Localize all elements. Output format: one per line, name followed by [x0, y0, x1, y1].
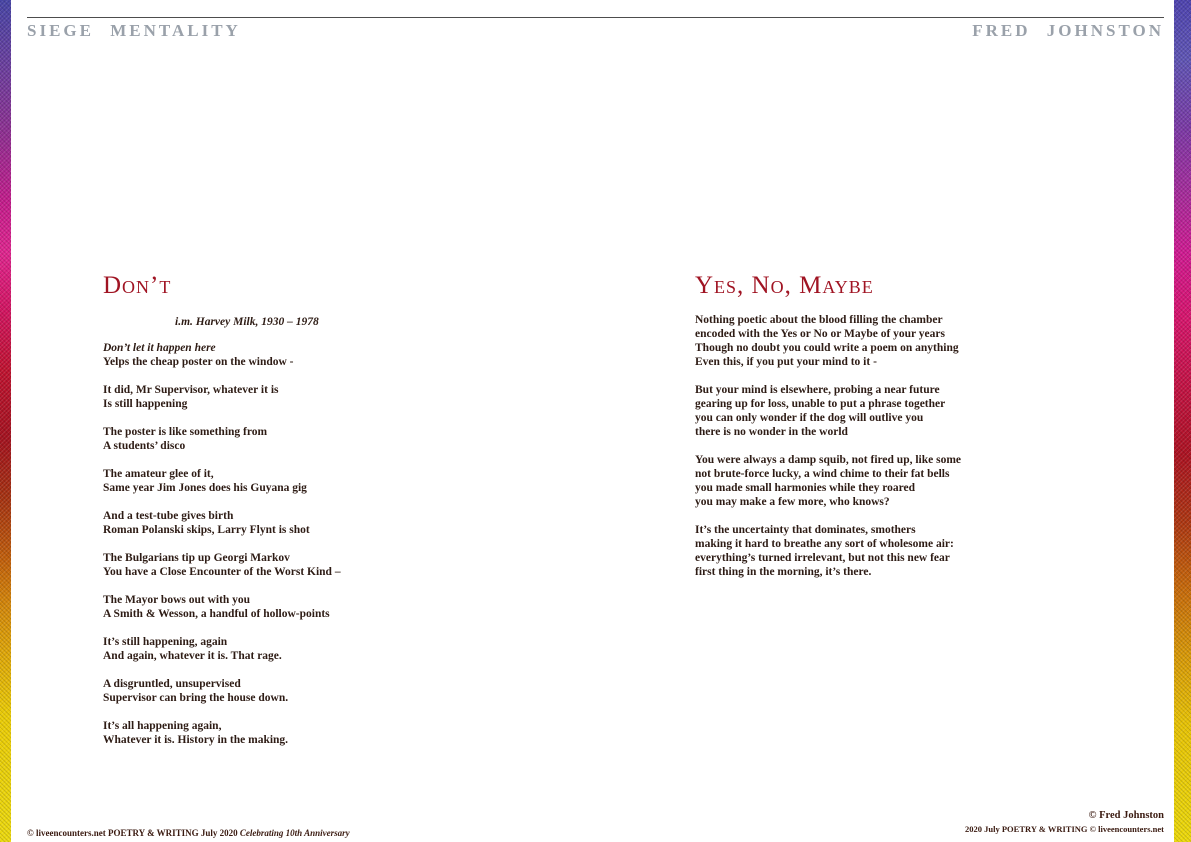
stanza: [695, 313, 1165, 369]
footer-left: [27, 827, 350, 839]
poem-line: Whatever it is. History in the making.: [103, 734, 289, 746]
poem-yes-no-maybe: [695, 273, 1165, 593]
stanza: [103, 719, 573, 747]
publication-title: SIEGE MENTALITY: [27, 21, 241, 40]
stanza: [103, 509, 573, 537]
poem-dont: [103, 273, 573, 761]
poem-title: Yes, No, Maybe: [695, 272, 874, 299]
poem-dedication: i.m. Harvey Milk, 1930 – 1978: [175, 316, 319, 328]
poem-body: [103, 341, 573, 747]
poem-line: there is no wonder in the world: [695, 426, 848, 438]
poem-line: first thing in the morning, it’s there.: [695, 566, 872, 578]
poem-line: Is still happening: [103, 398, 188, 410]
poem-line: you made small harmonies while they roared: [695, 482, 915, 494]
poem-line: Though no doubt you could write a poem on anything: [695, 342, 959, 354]
stanza: [695, 383, 1165, 439]
poem-line: A Smith & Wesson, a handful of hollow-points: [103, 608, 330, 620]
poem-line: you can only wonder if the dog will outlive you: [695, 412, 924, 424]
poem-line: It’s the uncertainty that dominates, smothers: [695, 524, 916, 536]
stanza: [103, 383, 573, 411]
poem-line: The Mayor bows out with you: [103, 594, 251, 606]
poem-line: gearing up for loss, unable to put a phrase together: [695, 398, 946, 410]
poem-line: The amateur glee of it,: [103, 468, 214, 480]
stanza: [103, 341, 573, 369]
footer-right: [965, 809, 1164, 836]
poem-line: Supervisor can bring the house down.: [103, 692, 289, 704]
stanza: [103, 425, 573, 453]
poem-line: And a test-tube gives birth: [103, 510, 234, 522]
poem-line: encoded with the Yes or No or Maybe of your years: [695, 328, 945, 340]
poem-line: not brute-force lucky, a wind chime to their fat bells: [695, 468, 950, 480]
poem-line: You were always a damp squib, not fired up, like some: [695, 454, 962, 466]
footer-publication-credit: 2020 July POETRY & WRITING © liveencounters.net: [965, 824, 1164, 834]
footer-left-text: © liveencounters.net POETRY & WRITING July 2020: [27, 828, 240, 838]
poem-line: making it hard to breathe any sort of wholesome air:: [695, 538, 954, 550]
poem-line: And again, whatever it is. That rage.: [103, 650, 282, 662]
poem-line: It did, Mr Supervisor, whatever it is: [103, 384, 279, 396]
stanza: [103, 551, 573, 579]
poem-line: Nothing poetic about the blood filling the chamber: [695, 314, 943, 326]
poem-line: you may make a few more, who knows?: [695, 496, 890, 508]
right-color-strip: [1174, 0, 1191, 842]
stanza: [103, 635, 573, 663]
poem-line: everything’s turned irrelevant, but not this new fear: [695, 552, 950, 564]
poem-body: [695, 313, 1165, 579]
left-color-strip: [0, 0, 11, 842]
poem-line: A disgruntled, unsupervised: [103, 678, 241, 690]
page-header: [27, 17, 1164, 41]
poem-title: Don’t: [103, 272, 172, 299]
poem-line: Same year Jim Jones does his Guyana gig: [103, 482, 307, 494]
poem-line: Even this, if you put your mind to it -: [695, 356, 877, 368]
stanza: [695, 453, 1165, 509]
poem-line: You have a Close Encounter of the Worst Kind –: [103, 566, 341, 578]
poem-line: A students’ disco: [103, 440, 186, 452]
stanza: [103, 467, 573, 495]
poem-line: Roman Polanski skips, Larry Flynt is shot: [103, 524, 310, 536]
stanza: [695, 523, 1165, 579]
poem-line: Don’t let it happen here: [103, 342, 216, 354]
poem-line: But your mind is elsewhere, probing a near future: [695, 384, 940, 396]
poem-line: Yelps the cheap poster on the window -: [103, 356, 294, 368]
footer-left-anniversary: Celebrating 10th Anniversary: [239, 828, 350, 838]
author-name: FRED JOHNSTON: [972, 21, 1164, 40]
poem-line: The Bulgarians tip up Georgi Markov: [103, 552, 290, 564]
poem-line: It’s all happening again,: [103, 720, 222, 732]
poem-line: It’s still happening, again: [103, 636, 228, 648]
poem-line: The poster is like something from: [103, 426, 268, 438]
stanza: [103, 593, 573, 621]
stanza: [103, 677, 573, 705]
footer-copyright-author: © Fred Johnston: [1088, 810, 1164, 821]
